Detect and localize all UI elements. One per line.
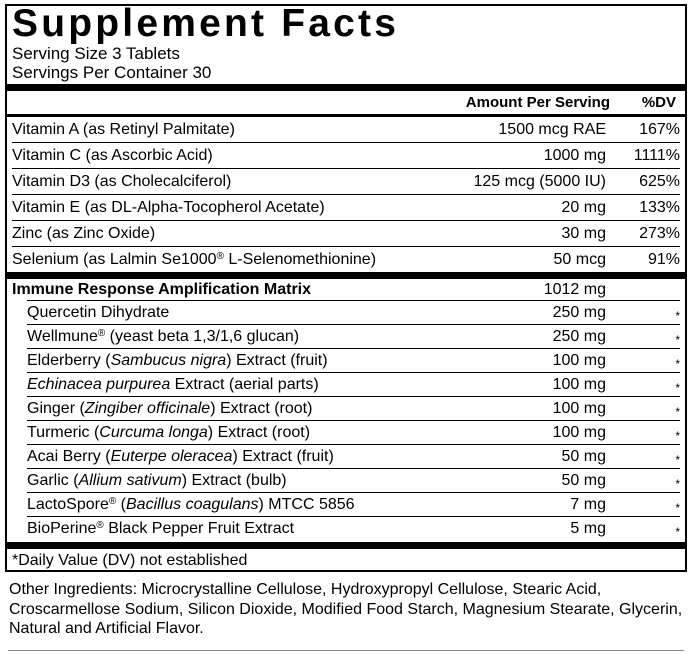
dv-header: %DV <box>641 94 676 111</box>
ingredient-row <box>27 324 680 348</box>
nutrient-row <box>12 117 680 142</box>
ingredient-amount: 250 mg <box>552 304 606 321</box>
ingredient-row <box>27 420 680 444</box>
ingredient-name: Garlic (Allium sativum) Extract (bulb) <box>27 472 287 489</box>
nutrient-dv: 1111% <box>633 147 680 164</box>
ingredient-name: Wellmune® (yeast beta 1,3/1,6 glucan) <box>27 328 300 345</box>
nutrient-amount: 50 mcg <box>553 251 606 268</box>
ingredient-dv: * <box>675 357 680 371</box>
ingredient-row <box>27 516 680 540</box>
ingredient-dv: * <box>675 381 680 395</box>
nutrient-amount: 1000 mg <box>543 147 606 164</box>
ingredient-amount: 50 mg <box>561 448 606 465</box>
supplement-facts-panel <box>5 4 687 572</box>
ingredient-amount: 100 mg <box>552 376 606 393</box>
ingredient-name: Echinacea purpurea Extract (aerial parts) <box>27 376 319 393</box>
nutrient-amount: 125 mcg (5000 IU) <box>473 173 606 190</box>
ingredient-dv: * <box>675 309 680 323</box>
ingredient-row <box>27 492 680 516</box>
nutrient-row <box>12 142 680 168</box>
ingredient-name: Turmeric (Curcuma longa) Extract (root) <box>27 424 311 441</box>
blend-header <box>12 280 680 300</box>
ingredient-name: Elderberry (Sambucus nigra) Extract (fruit) <box>27 352 328 369</box>
nutrient-amount: 1500 mcg RAE <box>498 121 606 138</box>
nutrient-row <box>12 194 680 220</box>
ingredient-dv: * <box>675 525 680 539</box>
bottom-divider <box>8 650 684 651</box>
thick-divider <box>7 84 685 91</box>
ingredient-name: Quercetin Dihydrate <box>27 304 170 321</box>
amount-per-serving-header: Amount Per Serving <box>465 94 610 111</box>
ingredient-row <box>27 300 680 324</box>
ingredient-dv: * <box>675 429 680 443</box>
ingredient-amount: 250 mg <box>552 328 606 345</box>
ingredient-name: Ginger (Zingiber officinale) Extract (root) <box>27 400 313 417</box>
ingredient-name: LactoSpore® (Bacillus coagulans) MTCC 5856 <box>27 496 355 513</box>
other-ingredients: Other Ingredients: Microcrystalline Cellulose, Hydroxypropyl Cellulose, Stearic Acid, Croscarmellose Sodium, Silicon Dioxide, Modified Food Starch, Magnesium Stearate, Glycerin, Natural and Artificial Flavor. <box>9 581 683 637</box>
serving-size: Serving Size 3 Tablets <box>12 44 180 63</box>
nutrient-name: Vitamin E (as DL-Alpha-Tocopherol Acetate) <box>12 199 325 216</box>
ingredient-dv: * <box>675 333 680 347</box>
nutrient-name: Vitamin A (as Retinyl Palmitate) <box>12 121 235 138</box>
nutrient-name: Vitamin C (as Ascorbic Acid) <box>12 147 213 164</box>
nutrient-row <box>12 168 680 194</box>
servings-per-container: Servings Per Container 30 <box>12 63 212 82</box>
nutrient-amount: 20 mg <box>561 199 606 216</box>
thick-divider <box>7 272 685 279</box>
ingredient-amount: 50 mg <box>561 472 606 489</box>
blend-ingredient-list <box>12 300 680 540</box>
thick-divider <box>7 542 685 549</box>
ingredient-dv: * <box>675 405 680 419</box>
dv-footnote: *Daily Value (DV) not established <box>12 552 248 569</box>
ingredient-amount: 100 mg <box>552 352 606 369</box>
ingredient-dv: * <box>675 453 680 467</box>
nutrient-amount: 30 mg <box>561 225 606 242</box>
ingredient-dv: * <box>675 501 680 515</box>
ingredient-dv: * <box>675 477 680 491</box>
panel-title: Supplement Facts <box>12 2 400 45</box>
blend-name: Immune Response Amplification Matrix <box>12 281 312 298</box>
column-header-row <box>12 94 680 112</box>
nutrient-dv: 133% <box>639 199 680 216</box>
ingredient-row <box>27 468 680 492</box>
nutrient-dv: 273% <box>639 225 680 242</box>
nutrient-name: Selenium (as Lalmin Se1000® L-Selenomethionine) <box>12 251 377 268</box>
ingredient-row <box>27 444 680 468</box>
nutrient-name: Zinc (as Zinc Oxide) <box>12 225 156 242</box>
blend-amount: 1012 mg <box>543 281 606 298</box>
ingredient-amount: 7 mg <box>570 496 606 513</box>
nutrient-list <box>12 117 680 272</box>
nutrient-row <box>12 246 680 272</box>
ingredient-row <box>27 396 680 420</box>
nutrient-dv: 625% <box>639 173 680 190</box>
nutrient-dv: 167% <box>639 121 680 138</box>
ingredient-row <box>27 372 680 396</box>
ingredient-name: BioPerine® Black Pepper Fruit Extract <box>27 520 295 537</box>
nutrient-name: Vitamin D3 (as Cholecalciferol) <box>12 173 232 190</box>
nutrient-dv: 91% <box>647 251 680 268</box>
ingredient-amount: 100 mg <box>552 400 606 417</box>
ingredient-name: Acai Berry (Euterpe oleracea) Extract (fruit) <box>27 448 334 465</box>
ingredient-amount: 5 mg <box>570 520 606 537</box>
ingredient-row <box>27 348 680 372</box>
nutrient-row <box>12 220 680 246</box>
ingredient-amount: 100 mg <box>552 424 606 441</box>
